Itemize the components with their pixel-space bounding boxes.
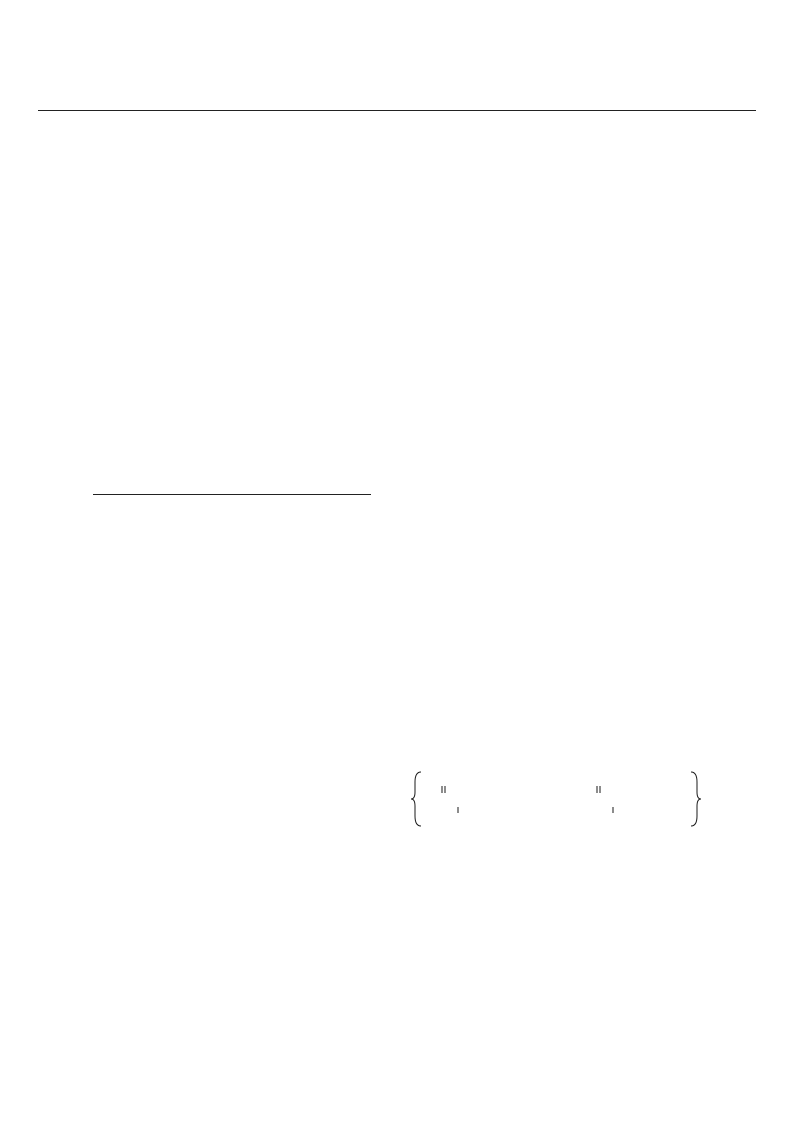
right-brace-icon [691,772,701,826]
table1-top-rule [38,110,756,111]
left-brace-icon [411,772,421,826]
table2-top-rule [93,494,371,495]
scheme-5 [411,764,701,834]
scheme-svg [411,764,701,834]
